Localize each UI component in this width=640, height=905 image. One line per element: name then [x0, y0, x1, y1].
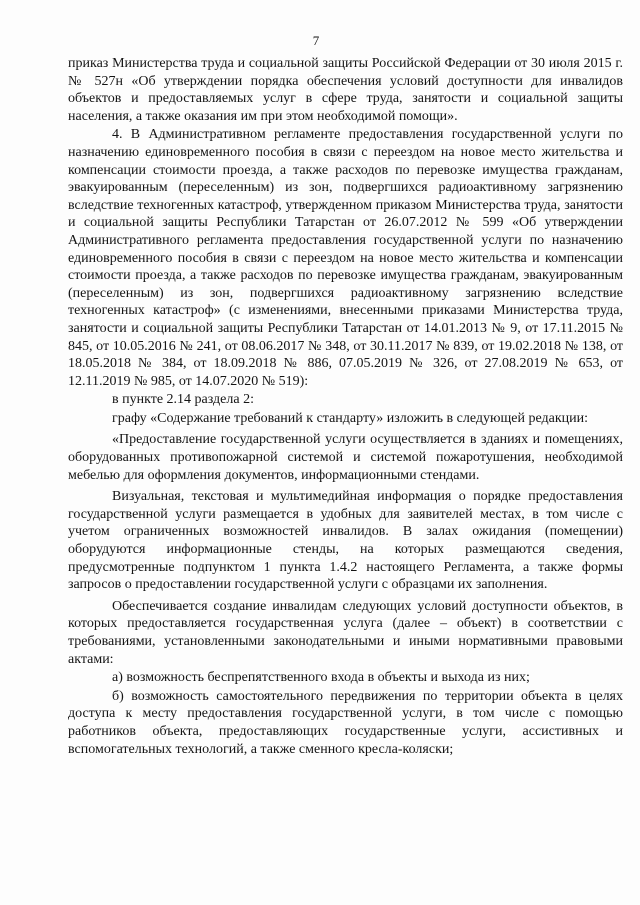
paragraph-accessibility: Обеспечивается создание инвалидам следующих условий доступности объектов, в которых предоставляется государственная услуга (далее – объект) в соответствии с требованиями, установленными законодательными и иными нормативными правовыми актами: — [68, 598, 623, 667]
paragraph-column-edit: графу «Содержание требований к стандарту» изложить в следующей редакции: — [112, 410, 588, 426]
paragraph-order-reference: приказ Министерства труда и социальной защиты Российской Федерации от 30 июля 2015 г. № 527н «Об утверждении порядка обеспечения условий доступности для инвалидов объектов и предоставляемых услуг в сфере труда, занятости и социальной защиты населения, а также оказания им при этом необходимой помощи». — [68, 56, 623, 124]
paragraph-clause-2-14: в пункте 2.14 раздела 2: — [112, 392, 254, 408]
document-body — [68, 55, 623, 759]
paragraph-premises: «Предоставление государственной услуги осуществляется в зданиях и помещениях, оборудованных противопожарной системой и системой пожаротушения, необходимой мебелью для оформления документов, информационными стендами. — [68, 432, 623, 483]
page-number: 7 — [312, 33, 320, 48]
paragraph-item-4: 4. В Административном регламенте предоставления государственной услуги по назначению единовременного пособия в связи с переездом на новое место жительства и компенсации стоимости проезда, а также расходов по перевозке имущества гражданам, эвакуированным (переселенным) из зон, подвергшихся радиоактивному загрязнению вследствие техногенных катастроф, утвержденном приказом Министерства труда, занятости и социальной защиты Республики Татарстан от 26.07.2012 № 599 «Об утверждении Административного регламента предоставления государственной услуги по назначению единовременного пособия в связи с переездом на новое место жительства и компенсации стоимости проезда, а также расходов по перевозке имущества гражданам, эвакуированным (переселенным) из зон, подвергшихся радиоактивному загрязнению вследствие техногенных катастроф» (с изменениями, внесенными приказами Министерства труда, занятости и социальной защиты Республики Татарстан от 14.01.2013 № 9, от 17.11.2015 № 845, от 10.05.2016 № 241, от 08.06.2017 № 348, от 30.11.2017 № 839, от 19.02.2018 № 138, от 18.05.2018 № 384, от 18.09.2018 № 886, 07.05.2019 № 326, от 27.08.2019 № 653, от 12.11.2019 № 985, от 14.07.2020 № 519): — [68, 127, 623, 389]
paragraph-visual-info: Визуальная, текстовая и мультимедийная информация о порядке предоставления государственной услуги размещается в удобных для заявителей местах, в том числе с учетом ограниченных возможностей инвалидов. В залах ожидания (помещении) оборудуются информационные стенды, на которых размещаются сведения, предусмотренные подпунктом 1 пункта 1.4.2 настоящего Регламента, а также формы запросов о предоставлении государственной услуги с образцами их заполнения. — [68, 489, 623, 593]
list-item-b: б) возможность самостоятельного передвижения по территории объекта в целях доступа к месту предоставления государственной услуги, в том числе с помощью работников объекта, предоставляющих государственные услуги, ассистивных и вспомогательных технологий, а также сменного кресла-коляски; — [68, 688, 623, 757]
list-item-a: а) возможность беспрепятственного входа в объекты и выхода из них; — [112, 670, 530, 686]
